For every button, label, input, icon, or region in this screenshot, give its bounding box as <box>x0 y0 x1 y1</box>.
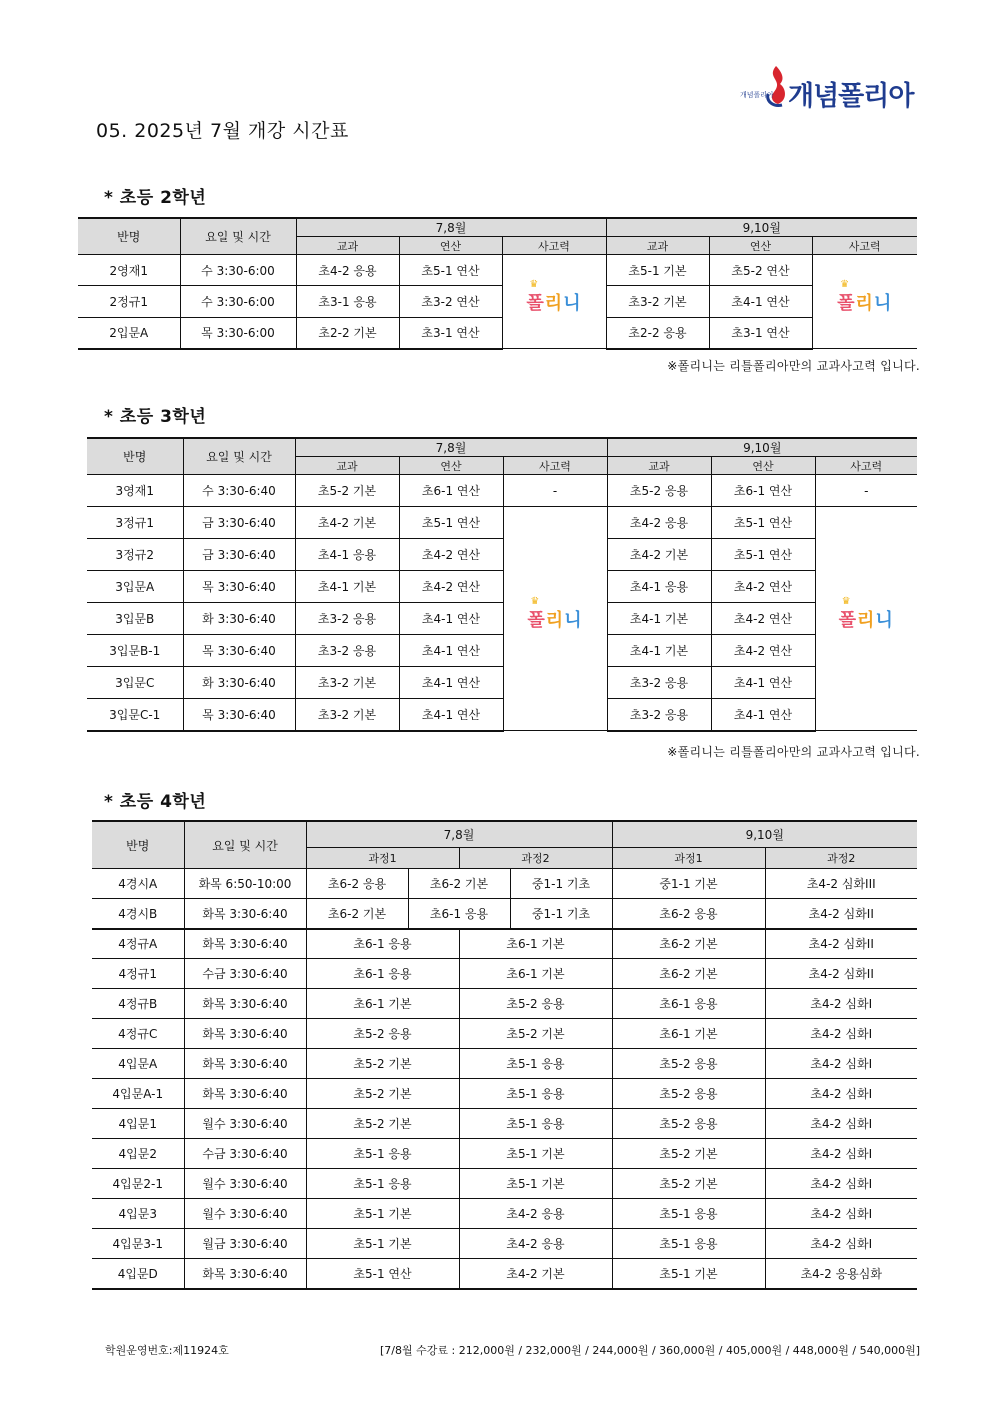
calc-cell: 초4-2 연산 <box>711 571 815 603</box>
header-calc: 연산 <box>709 237 812 255</box>
course-cell: 초4-2 응용 <box>459 1199 612 1229</box>
course-cell: 초4-2 심화I <box>765 1019 917 1049</box>
course-cell: 초5-1 연산 <box>306 1259 459 1289</box>
calc-cell: 초4-1 연산 <box>399 635 503 667</box>
course-cell: 초6-1 기본 <box>459 929 612 959</box>
course-cell: 초4-2 심화I <box>765 1139 917 1169</box>
class-time: 수 3:30-6:40 <box>183 475 295 507</box>
header-class: 반명 <box>78 218 180 255</box>
section-title-grade2: * 초등 2학년 <box>104 188 207 208</box>
calc-cell: 초3-1 연산 <box>709 318 812 349</box>
class-name: 4입문2-1 <box>92 1169 184 1199</box>
pollini-cell <box>502 255 606 349</box>
class-name: 4정규A <box>92 929 184 959</box>
class-name: 4정규C <box>92 1019 184 1049</box>
header-class: 반명 <box>92 821 184 869</box>
course-cell: 초4-2 심화I <box>765 1199 917 1229</box>
subject-cell: 초3-2 기본 <box>295 667 399 699</box>
section-title-grade4: * 초등 4학년 <box>104 792 207 812</box>
calc-cell: 초4-1 연산 <box>709 286 812 318</box>
subject-cell: 초2-2 기본 <box>296 318 399 349</box>
class-time: 화 3:30-6:40 <box>183 603 295 635</box>
calc-cell: 초5-2 연산 <box>709 255 812 286</box>
class-name: 2영재1 <box>78 255 180 286</box>
class-time: 월수 3:30-6:40 <box>184 1169 306 1199</box>
subject-cell: 초3-2 응용 <box>607 667 711 699</box>
calc-cell: 초4-1 연산 <box>399 699 503 731</box>
class-time: 화목 3:30-6:40 <box>184 1079 306 1109</box>
subject-cell: 초4-1 기본 <box>607 603 711 635</box>
calc-cell: 초6-1 연산 <box>711 475 815 507</box>
table-row <box>78 255 917 286</box>
table-row <box>92 1079 917 1109</box>
header-course1: 과정1 <box>306 848 459 869</box>
table-row <box>87 667 917 699</box>
calc-cell: 초4-1 연산 <box>711 667 815 699</box>
header-period2: 9,10월 <box>606 218 917 237</box>
subject-cell: 초3-2 응용 <box>295 603 399 635</box>
subject-cell: 초4-2 응용 <box>607 507 711 539</box>
course-cell: 초6-2 응용 <box>612 899 765 929</box>
table-row <box>78 318 917 349</box>
calc-cell: 초4-2 연산 <box>711 603 815 635</box>
class-name: 4입문3 <box>92 1199 184 1229</box>
course-cell: 초5-2 기본 <box>306 1049 459 1079</box>
course-cell: 초5-1 응용 <box>459 1079 612 1109</box>
course-cell: 초5-2 기본 <box>459 1019 612 1049</box>
course-cell: 초5-2 기본 <box>612 1139 765 1169</box>
table-row <box>87 475 917 507</box>
class-time: 수 3:30-6:00 <box>180 255 296 286</box>
course-cell: 초6-1 응용 <box>612 989 765 1019</box>
class-name: 3영재1 <box>87 475 183 507</box>
page-title: 05. 2025년 7월 개강 시간표 <box>96 120 349 142</box>
class-time: 화목 3:30-6:40 <box>184 1019 306 1049</box>
class-time: 화목 3:30-6:40 <box>184 929 306 959</box>
course-cell: 초4-2 심화I <box>765 1169 917 1199</box>
crown-icon: ♛ <box>840 278 851 290</box>
class-name: 4입문3-1 <box>92 1229 184 1259</box>
subject-cell: 초4-2 응용 <box>296 255 399 286</box>
calc-cell: 초5-1 연산 <box>399 255 502 286</box>
class-name: 2정규1 <box>78 286 180 318</box>
header-thinking: 사고력 <box>502 237 606 255</box>
calc-cell: 초4-1 연산 <box>399 667 503 699</box>
grade4-timetable <box>92 820 917 1290</box>
subject-cell: 초5-2 응용 <box>607 475 711 507</box>
course-cell: 초5-1 응용 <box>612 1199 765 1229</box>
calc-cell: 초4-1 연산 <box>711 699 815 731</box>
class-name: 4정규B <box>92 989 184 1019</box>
course-cell: 초5-1 기본 <box>612 1259 765 1289</box>
grade2-timetable <box>78 217 917 350</box>
course-cell: 초6-2 응용 <box>306 869 408 899</box>
course-cell: 초4-2 응용심화 <box>765 1259 917 1289</box>
header-period1: 7,8월 <box>296 218 606 237</box>
pollini-note: ※폴리니는 리틀폴리아만의 교과사고력 입니다. <box>667 745 920 759</box>
table-row <box>92 1139 917 1169</box>
header-course1: 과정1 <box>612 848 765 869</box>
subject-cell: 초2-2 응용 <box>606 318 709 349</box>
class-name: 3입문C-1 <box>87 699 183 731</box>
course-cell: 초5-2 응용 <box>612 1079 765 1109</box>
course-cell: 초4-2 심화I <box>765 1079 917 1109</box>
calc-cell: 초3-1 연산 <box>399 318 502 349</box>
course-cell: 중1-1 기초 <box>510 869 612 899</box>
header-subject: 교과 <box>606 237 709 255</box>
header-schedule: 요일 및 시간 <box>183 438 295 475</box>
class-time: 수금 3:30-6:40 <box>184 1139 306 1169</box>
table-row <box>92 1019 917 1049</box>
class-time: 화목 3:30-6:40 <box>184 989 306 1019</box>
subject-cell: 초4-1 기본 <box>295 571 399 603</box>
header-period2: 9,10월 <box>607 438 917 457</box>
class-name: 4입문2 <box>92 1139 184 1169</box>
header-course2: 과정2 <box>459 848 612 869</box>
subject-cell: 초4-1 기본 <box>607 635 711 667</box>
subject-cell: 초4-1 응용 <box>295 539 399 571</box>
table-row <box>92 869 917 899</box>
calc-cell: 초6-1 연산 <box>399 475 503 507</box>
class-name: 3정규1 <box>87 507 183 539</box>
thinking-cell: - <box>815 475 917 507</box>
course-cell: 초6-1 응용 <box>306 959 459 989</box>
pollini-cell <box>812 255 917 349</box>
header-thinking: 사고력 <box>503 457 607 475</box>
subject-cell: 초3-2 응용 <box>295 635 399 667</box>
header-course2: 과정2 <box>765 848 917 869</box>
course-cell: 초5-1 기본 <box>306 1199 459 1229</box>
table-row <box>87 699 917 731</box>
pollini-note: ※폴리니는 리틀폴리아만의 교과사고력 입니다. <box>667 359 920 373</box>
course-cell: 초4-2 심화I <box>765 1109 917 1139</box>
table-row <box>92 1049 917 1079</box>
subject-cell: 초4-2 기본 <box>607 539 711 571</box>
class-time: 목 3:30-6:00 <box>180 318 296 349</box>
class-name: 3정규2 <box>87 539 183 571</box>
course-cell: 초4-2 기본 <box>459 1259 612 1289</box>
class-time: 목 3:30-6:40 <box>183 635 295 667</box>
pollini-cell <box>815 507 917 731</box>
class-time: 월수 3:30-6:40 <box>184 1199 306 1229</box>
course-cell: 초4-2 심화II <box>765 929 917 959</box>
pollini-logo: ♛ 폴리니 <box>837 278 893 314</box>
table-row <box>92 1229 917 1259</box>
course-cell: 초4-2 심화I <box>765 1229 917 1259</box>
course-cell: 초6-1 기본 <box>459 959 612 989</box>
class-name: 4경시B <box>92 899 184 929</box>
course-cell: 초6-2 기본 <box>612 929 765 959</box>
crown-icon: ♛ <box>841 595 852 607</box>
table-row <box>87 603 917 635</box>
course-cell: 초5-1 기본 <box>306 1229 459 1259</box>
table-row <box>92 1169 917 1199</box>
course-cell: 초4-2 심화III <box>765 869 917 899</box>
pollini-cell <box>503 507 607 731</box>
table-row <box>87 635 917 667</box>
header-thinking: 사고력 <box>812 237 917 255</box>
table-row <box>87 539 917 571</box>
grade3-timetable <box>87 437 917 732</box>
class-time: 금 3:30-6:40 <box>183 507 295 539</box>
course-cell: 초4-2 심화II <box>765 959 917 989</box>
class-name: 4입문A <box>92 1049 184 1079</box>
subject-cell: 초5-2 기본 <box>295 475 399 507</box>
course-cell: 초5-1 응용 <box>306 1169 459 1199</box>
calc-cell: 초5-1 연산 <box>711 507 815 539</box>
crown-icon: ♛ <box>530 595 541 607</box>
class-time: 목 3:30-6:40 <box>183 571 295 603</box>
header-period2: 9,10월 <box>612 821 917 848</box>
table-row <box>92 929 917 959</box>
table-row <box>78 286 917 318</box>
brand-logo <box>736 64 926 114</box>
header-thinking: 사고력 <box>815 457 917 475</box>
class-time: 화목 3:30-6:40 <box>184 899 306 929</box>
class-name: 3입문A <box>87 571 183 603</box>
class-name: 4입문1 <box>92 1109 184 1139</box>
table-row <box>92 959 917 989</box>
table-row <box>92 1199 917 1229</box>
header-calc: 연산 <box>711 457 815 475</box>
subject-cell: 초4-1 응용 <box>607 571 711 603</box>
calc-cell: 초5-1 연산 <box>711 539 815 571</box>
table-row <box>87 571 917 603</box>
header-calc: 연산 <box>399 237 502 255</box>
header-calc: 연산 <box>399 457 503 475</box>
class-name: 3입문B-1 <box>87 635 183 667</box>
class-time: 화목 3:30-6:40 <box>184 1259 306 1289</box>
course-cell: 중1-1 기초 <box>510 899 612 929</box>
section-title-grade3: * 초등 3학년 <box>104 407 207 427</box>
class-name: 4정규1 <box>92 959 184 989</box>
class-name: 4경시A <box>92 869 184 899</box>
course-cell: 초5-1 기본 <box>459 1169 612 1199</box>
header-period1: 7,8월 <box>295 438 607 457</box>
header-schedule: 요일 및 시간 <box>180 218 296 255</box>
calc-cell: 초4-2 연산 <box>399 539 503 571</box>
pollini-logo: ♛ 폴리니 <box>838 595 894 631</box>
class-time: 수 3:30-6:00 <box>180 286 296 318</box>
course-cell: 초5-2 응용 <box>612 1109 765 1139</box>
subject-cell: 초4-2 기본 <box>295 507 399 539</box>
subject-cell: 초3-1 응용 <box>296 286 399 318</box>
course-cell: 중1-1 기본 <box>612 869 765 899</box>
table-row <box>92 989 917 1019</box>
calc-cell: 초4-1 연산 <box>399 603 503 635</box>
class-name: 2입문A <box>78 318 180 349</box>
class-time: 수금 3:30-6:40 <box>184 959 306 989</box>
logo-brand-text: 개념폴리아 <box>788 81 914 112</box>
class-name: 3입문C <box>87 667 183 699</box>
course-cell: 초4-2 응용 <box>459 1229 612 1259</box>
calc-cell: 초3-2 연산 <box>399 286 502 318</box>
course-cell: 초5-1 응용 <box>459 1049 612 1079</box>
subject-cell: 초3-2 기본 <box>606 286 709 318</box>
crown-icon: ♛ <box>529 278 540 290</box>
thinking-cell: - <box>503 475 607 507</box>
course-cell: 초6-1 응용 <box>408 899 510 929</box>
header-period1: 7,8월 <box>306 821 612 848</box>
class-time: 화목 3:30-6:40 <box>184 1049 306 1079</box>
course-cell: 초6-1 기본 <box>306 989 459 1019</box>
course-cell: 초6-2 기본 <box>408 869 510 899</box>
class-time: 금 3:30-6:40 <box>183 539 295 571</box>
logo-small-text: 개념폴리아 <box>740 91 774 99</box>
class-name: 3입문B <box>87 603 183 635</box>
course-cell: 초5-1 응용 <box>306 1139 459 1169</box>
course-cell: 초4-2 심화I <box>765 1049 917 1079</box>
calc-cell: 초5-1 연산 <box>399 507 503 539</box>
class-name: 4입문A-1 <box>92 1079 184 1109</box>
pollini-logo: ♛ 폴리니 <box>527 595 583 631</box>
course-cell: 초5-2 기본 <box>306 1079 459 1109</box>
subject-cell: 초5-1 기본 <box>606 255 709 286</box>
course-cell: 초4-2 심화II <box>765 899 917 929</box>
class-time: 월금 3:30-6:40 <box>184 1229 306 1259</box>
pollini-logo: ♛ 폴리니 <box>526 278 582 314</box>
course-cell: 초5-2 응용 <box>612 1049 765 1079</box>
class-time: 화 3:30-6:40 <box>183 667 295 699</box>
table-row <box>87 507 917 539</box>
class-time: 목 3:30-6:40 <box>183 699 295 731</box>
course-cell: 초4-2 심화I <box>765 989 917 1019</box>
table-row <box>92 899 917 929</box>
registration-number: 학원운영번호:제11924호 <box>105 1344 229 1357</box>
calc-cell: 초4-2 연산 <box>711 635 815 667</box>
header-class: 반명 <box>87 438 183 475</box>
header-schedule: 요일 및 시간 <box>184 821 306 869</box>
course-cell: 초6-1 응용 <box>306 929 459 959</box>
course-cell: 초5-2 기본 <box>306 1109 459 1139</box>
calc-cell: 초4-2 연산 <box>399 571 503 603</box>
header-subject: 교과 <box>296 237 399 255</box>
course-cell: 초6-2 기본 <box>612 959 765 989</box>
course-cell: 초6-1 기본 <box>612 1019 765 1049</box>
course-cell: 초5-1 응용 <box>612 1229 765 1259</box>
header-subject: 교과 <box>607 457 711 475</box>
class-name: 4입문D <box>92 1259 184 1289</box>
class-time: 화목 6:50-10:00 <box>184 869 306 899</box>
class-time: 월수 3:30-6:40 <box>184 1109 306 1139</box>
course-cell: 초5-1 기본 <box>459 1139 612 1169</box>
course-cell: 초5-2 기본 <box>612 1169 765 1199</box>
table-row <box>92 1259 917 1289</box>
header-subject: 교과 <box>295 457 399 475</box>
course-cell: 초5-1 응용 <box>459 1109 612 1139</box>
subject-cell: 초3-2 응용 <box>607 699 711 731</box>
course-cell: 초6-2 기본 <box>306 899 408 929</box>
course-cell: 초5-2 응용 <box>306 1019 459 1049</box>
fee-list: [7/8월 수강료 : 212,000원 / 232,000원 / 244,000원 / 360,000원 / 405,000원 / 448,000원 / 540,000원] <box>380 1344 920 1357</box>
subject-cell: 초3-2 기본 <box>295 699 399 731</box>
table-row <box>92 1109 917 1139</box>
course-cell: 초5-2 응용 <box>459 989 612 1019</box>
